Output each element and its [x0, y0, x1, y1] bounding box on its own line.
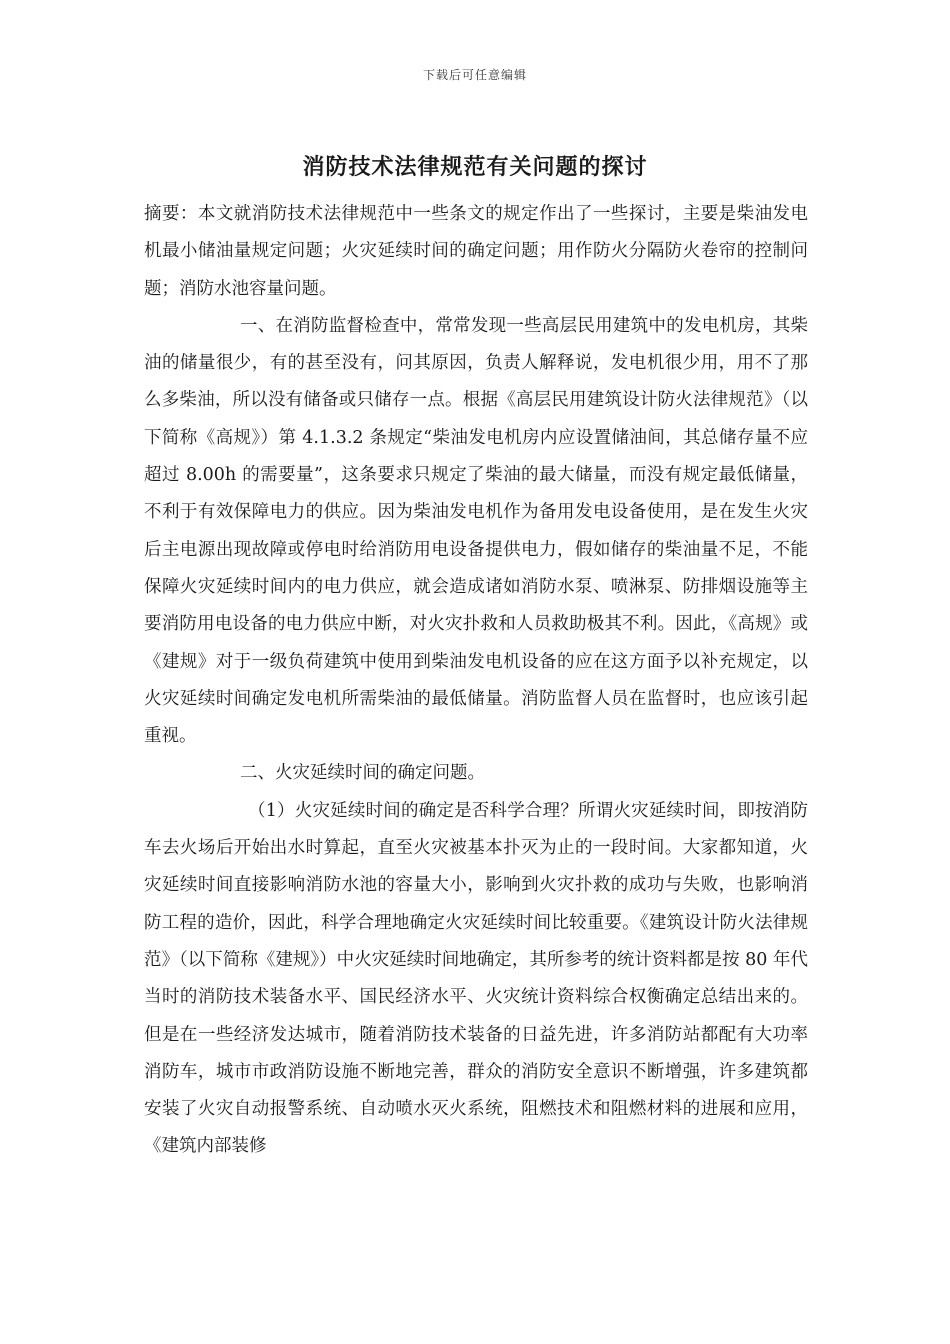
document-body [144, 196, 808, 1166]
header-note: 下载后可任意编辑 [422, 68, 527, 82]
document-title: 消防技术法律规范有关问题的探讨 [302, 154, 648, 180]
section-two-item-one-paragraph: （1）火灾延续时间的确定是否科学合理？所谓火灾延续时间，即按消防车去火场后开始出水时算起，直至火灾被基本扑灭为止的一段时间。大家都知道，火灾延续时间直接影响消防水池的容量大小，影响到火灾扑救的成功与失败，也影响消防工程的造价，因此，科学合理地确定火灾延续时间比较重要。《建筑设计防火法律规范》（以下简称《建规》）中火灾延续时间地确定，其所参考的统计资料都是按 80 年代当时的消防技术装备水平、国民经济水平、火灾统计资料综合权衡确定总结出来的。但是在一些经济发达城市，随着消防技术装备的日益先进，许多消防站都配有大功率消防车，城市市政消防设施不断地完善，群众的消防安全意识不断增强，许多建筑都安装了火灾自动报警系统、自动喷水灭火系统，阻燃技术和阻燃材料的进展和应用，《建筑内部装修 [144, 800, 808, 1157]
section-two-heading: 二、火灾延续时间的确定问题。 [240, 763, 485, 784]
section-one-paragraph: 一、在消防监督检查中，常常发现一些高层民用建筑中的发电机房，其柴油的储量很少，有的甚至没有，问其原因，负责人解释说，发电机很少用，用不了那么多柴油，所以没有储备或只储存一点。根据《高层民用建筑设计防火法律规范》（以下简称《高规》）第 4.1.3.2 条规定“柴油发电机房内应设置储油间，其总储存量不应超过 8.00h 的需要量”，这条要求只规定了柴油的最大储量，而没有规定最低储量，不利于有效保障电力的供应。因为柴油发电机作为备用发电设备使用，是在发生火灾后主电源出现故障或停电时给消防用电设备提供电力，假如储存的柴油量不足，不能保障火灾延续时间内的电力供应，就会造成诸如消防水泵、喷淋泵、防排烟设施等主要消防用电设备的电力供应中断，对火灾扑救和人员救助极其不利。因此，《高规》或《建规》对于一级负荷建筑中使用到柴油发电机设备的应在这方面予以补充规定，以火灾延续时间确定发电机所需柴油的最低储量。消防监督人员在监督时，也应该引起重视。 [144, 315, 808, 747]
abstract-paragraph: 摘要：本文就消防技术法律规范中一些条文的规定作出了一些探讨，主要是柴油发电机最小储油量规定问题；火灾延续时间的确定问题；用作防火分隔防火卷帘的控制问题；消防水池容量问题。 [144, 204, 808, 299]
